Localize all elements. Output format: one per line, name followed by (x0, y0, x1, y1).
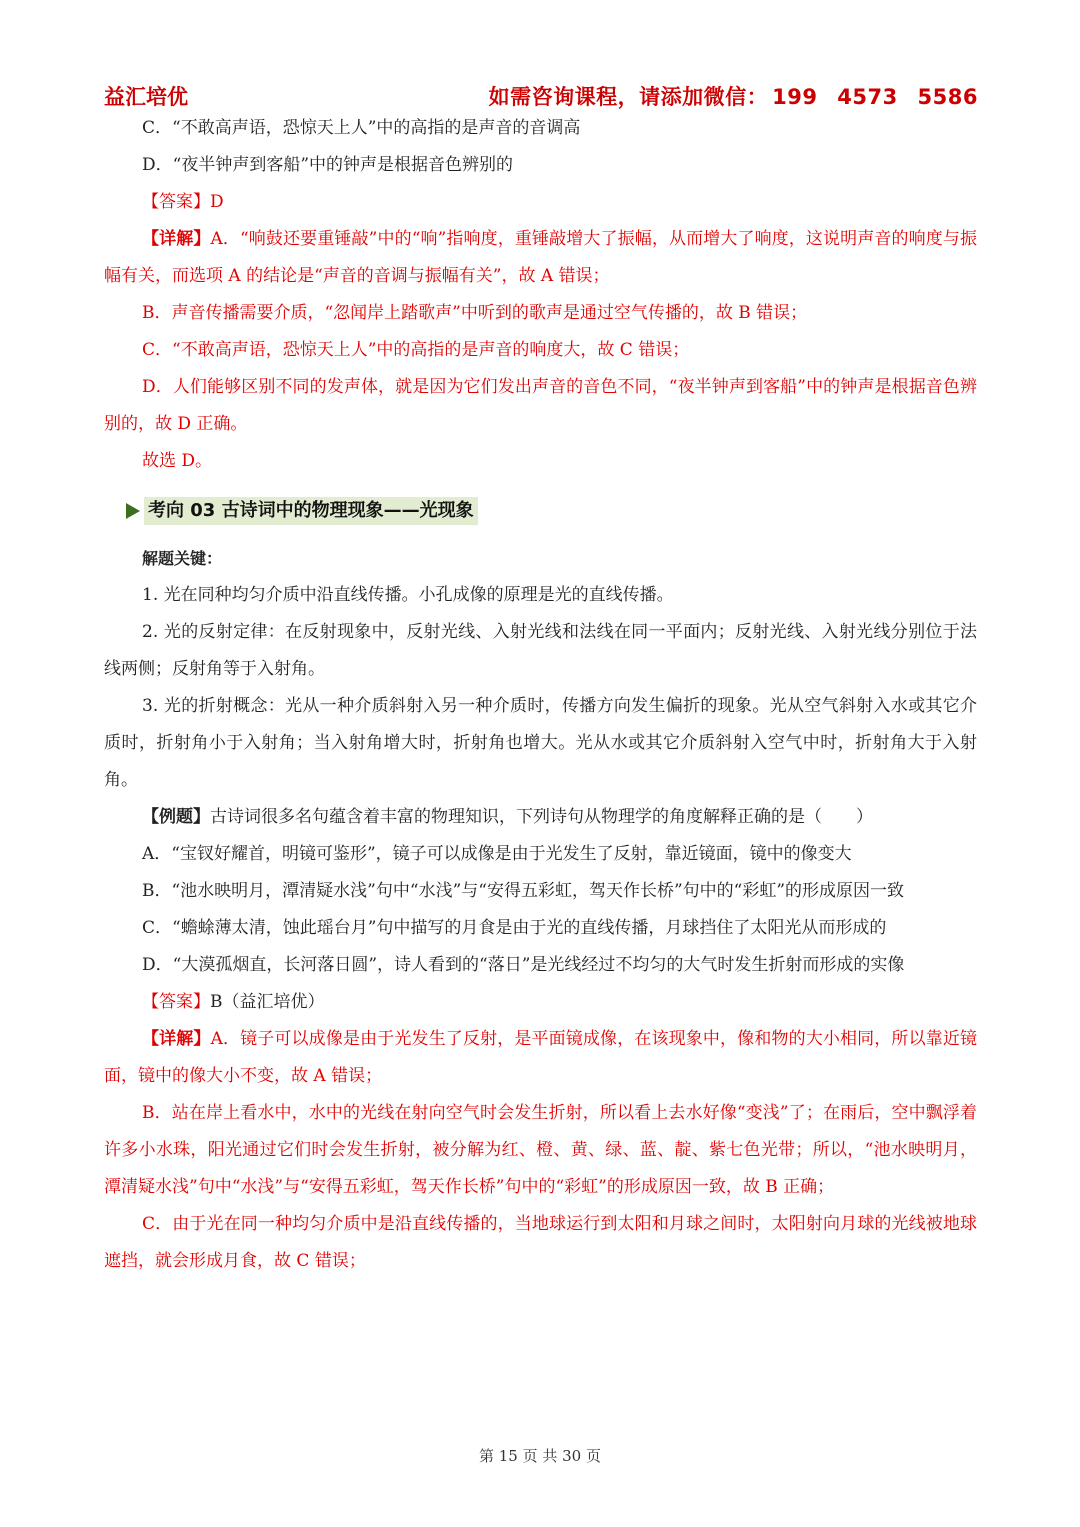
detail-a: 【详解】A．“响鼓还要重锤敲”中的“响”指响度，重锤敲增大了振幅，从而增大了响度，这说明声音的响度与振幅有关，而选项 A 的结论是“声音的音调与振幅有关”，故 A 错误； (104, 229, 977, 286)
example-detail-c: C．由于光在同一种均匀介质中是沿直线传播的，当地球运行到太阳和月球之间时，太阳射向月球的光线被地球遮挡，就会形成月食，故 C 错误； (104, 1214, 977, 1271)
key-point-2: 2. 光的反射定律：在反射现象中，反射光线、入射光线和法线在同一平面内；反射光线、入射光线分别位于法线两侧；反射角等于入射角。 (104, 622, 977, 679)
detail-b: B．声音传播需要介质，“忽闻岸上踏歌声”中听到的歌声是通过空气传播的，故 B 错误； (142, 303, 808, 323)
detail-c: C．“不敢高声语，恐惊天上人”中的高指的是声音的响度大，故 C 错误； (142, 340, 690, 360)
example-option-b: B．“池水映明月，潭清疑水浅”句中“水浅”与“安得五彩虹，驾天作长桥”句中的“彩虹”的形成原因一致 (142, 881, 905, 901)
example-tag: 【例题】 (142, 807, 210, 827)
answer-tag: 【答案】 (142, 192, 210, 212)
example-detail-a: 【详解】A．镜子可以成像是由于光发生了反射，是平面镜成像，在该现象中，像和物的大小相同，所以靠近镜面，镜中的像大小不变，故 A 错误； (104, 1029, 977, 1086)
document-body (104, 110, 977, 1280)
example-detail-tag: 【详解】 (142, 1029, 211, 1049)
key-points-heading: 解题关键： (142, 549, 223, 568)
key-point-3: 3. 光的折射概念：光从一种介质斜射入另一种介质时，传播方向发生偏折的现象。光从空气斜射入水或其它介质时，折射角小于入射角；当入射角增大时，折射角也增大。光从水或其它介质斜射入空气中时，折射角大于入射角。 (104, 696, 977, 790)
contact-label: 如需咨询课程，请添加微信： (488, 85, 769, 109)
phone-number: 199 4573 5586 (772, 85, 978, 109)
page-header (104, 80, 978, 112)
example-option-a: A．“宝钗好耀首，明镜可鉴形”，镜子可以成像是由于光发生了反射，靠近镜面，镜中的像变大 (142, 844, 852, 864)
example-option-d: D．“大漠孤烟直，长河落日圆”，诗人看到的“落日”是光线经过不均匀的大气时发生折射而形成的实像 (142, 955, 905, 975)
section-heading (126, 494, 977, 528)
section-title: 考向 03 古诗词中的物理现象——光现象 (144, 497, 478, 525)
brand-name: 益汇培优 (104, 85, 188, 109)
example-detail-b: B．站在岸上看水中，水中的光线在射向空气时会发生折射，所以看上去水好像“变浅”了；在雨后，空中飘浮着许多小水珠，阳光通过它们时会发生折射，被分解为红、橙、黄、绿、蓝、靛、紫七色光带；所以，“池水映明月，潭清疑水浅”句中“水浅”与“安得五彩虹，驾天作长桥”句中的“彩虹”的形成原因一致，故 B 正确； (104, 1103, 977, 1197)
example-option-c: C．“蟾蜍薄太清，蚀此瑶台月”句中描写的月食是由于光的直线传播，月球挡住了太阳光从而形成的 (142, 918, 887, 938)
option-c: C．“不敢高声语，恐惊天上人”中的高指的是声音的音调高 (142, 118, 581, 138)
arrow-icon (126, 503, 140, 519)
detail-tag: 【详解】 (142, 229, 211, 249)
example-answer-tag: 【答案】 (142, 992, 210, 1012)
option-d: D．“夜半钟声到客船”中的钟声是根据音色辨别的 (142, 155, 514, 175)
contact-info (489, 81, 978, 111)
page-number: 第 15 页 共 30 页 (478, 1447, 601, 1465)
key-point-1: 1. 光在同种均匀介质中沿直线传播。小孔成像的原理是光的直线传播。 (142, 585, 674, 605)
choose-line: 故选 D。 (142, 451, 213, 471)
detail-d: D．人们能够区别不同的发声体，就是因为它们发出声音的音色不同，“夜半钟声到客船”中的钟声是根据音色辨别的，故 D 正确。 (104, 377, 977, 434)
answer-line (104, 184, 977, 221)
answer-value: D (210, 192, 224, 212)
example-question: 【例题】古诗词很多名句蕴含着丰富的物理知识，下列诗句从物理学的角度解释正确的是（ ） (142, 807, 873, 827)
example-answer (104, 984, 977, 1021)
example-answer-value: B（益汇培优） (210, 992, 325, 1012)
